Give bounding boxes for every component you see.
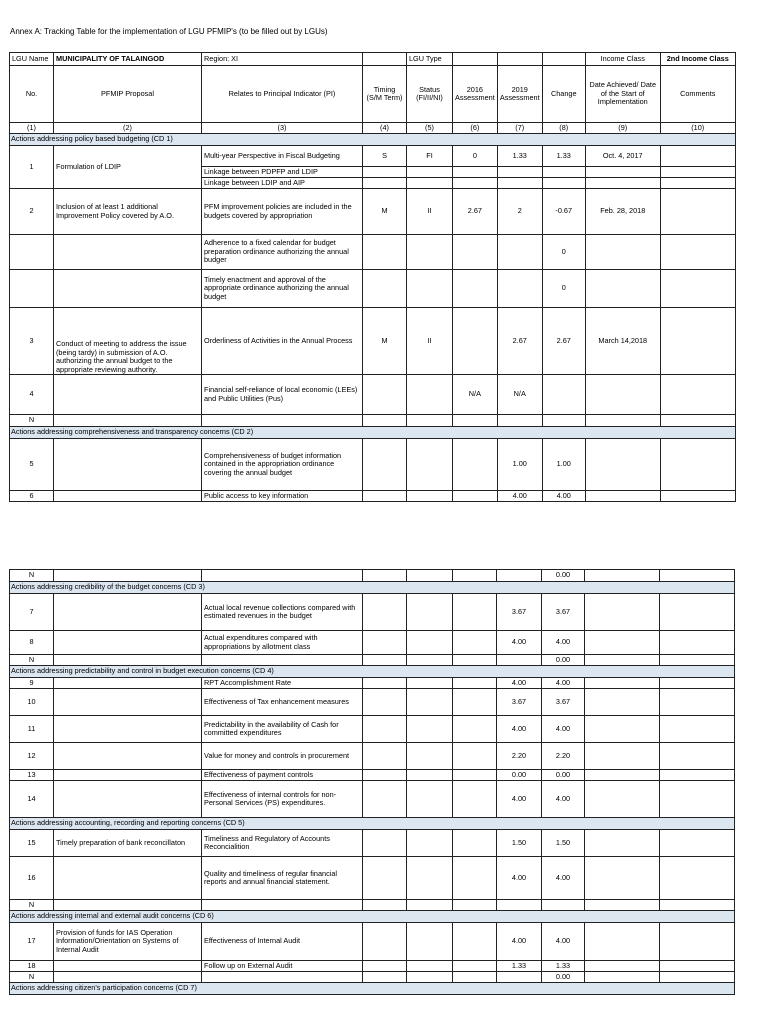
section-title: Actions addressing predictability and control in budget execution concerns (CD 4) [10,666,735,678]
table-row [10,678,735,689]
change-cell: 4.00 [542,631,585,655]
assessment-2016-cell: 0 [453,146,498,167]
change-cell: 0.00 [542,770,585,781]
proposal-cell: Inclusion of at least 1 additional Improvement Policy covered by A.O. [54,189,202,235]
assessment-2019-cell: 3.67 [497,689,542,716]
table-row [10,491,736,502]
column-number-row [10,123,736,134]
col-number: (7) [497,123,542,134]
change-cell: 1.00 [542,439,585,491]
row-no: 13 [10,770,54,781]
col-number: (5) [407,123,453,134]
pi-cell: Linkage between LDIP and AIP [202,178,363,189]
comments-cell [660,146,735,167]
assessment-2019-cell: 1.50 [497,830,542,857]
table-row [10,743,735,770]
pi-cell: Public access to key information [202,491,363,502]
section-row [10,818,735,830]
lgu-name-value: MUNICIPALITY OF TALAINGOD [54,53,202,66]
assessment-2019-cell: 4.00 [497,781,542,818]
col-number: (4) [363,123,407,134]
row-no: 15 [10,830,54,857]
pi-cell: Effectiveness of payment controls [202,770,363,781]
table-row [10,655,735,666]
pi-cell: Effectiveness of Tax enhancement measures [202,689,363,716]
section-title: Actions addressing accounting, recording and reporting concerns (CD 5) [10,818,735,830]
section-title: Actions addressing citizen's participation concerns (CD 7) [10,983,735,995]
section-row [10,983,735,995]
assessment-2019-cell: 3.67 [497,594,542,631]
status-cell: FI [407,146,453,167]
row-no: 2 [10,189,54,235]
pi-cell: Adherence to a fixed calendar for budget preparation ordinance authorizing the annual budger [202,235,363,270]
change-cell: 4.00 [542,857,585,900]
table-row [10,900,735,911]
row-no: 10 [10,689,54,716]
table-row [10,375,736,415]
pi-cell: Actual expenditures compared with appropriations by allotment class [202,631,363,655]
row-no: 16 [10,857,54,900]
assessment-2019-cell: 4.00 [497,923,542,961]
header-2019-assessment: 2019 Assessment [497,66,542,123]
pi-cell: Multi-year Perspective in Fiscal Budgeting [202,146,363,167]
page-title: Annex A: Tracking Table for the implementation of LGU PFMIP's (to be filled out by LGUs) [10,27,328,36]
row-no: N [10,972,54,983]
pi-cell: Follow up on External Audit [202,961,363,972]
row-no: 8 [10,631,54,655]
pi-cell: Effectiveness of Internal Audit [202,923,363,961]
table-row [10,189,736,235]
table-row [10,716,735,743]
comments-cell [660,189,735,235]
assessment-2016-cell: 2.67 [453,189,498,235]
assessment-2019-cell: 2.20 [497,743,542,770]
row-no: 6 [10,491,54,502]
assessment-2016-cell: N/A [453,375,498,415]
row-no: N [10,655,54,666]
section-row [10,134,736,146]
assessment-2019-cell: 2 [497,189,542,235]
assessment-2019-cell: 4.00 [497,631,542,655]
section-title: Actions addressing credibility of the budget concerns (CD 3) [10,582,735,594]
section-row [10,427,736,439]
date-cell: Oct. 4, 2017 [585,146,660,167]
table-row [10,570,735,582]
region-label: Region: XI [202,53,363,66]
header-change: Change [542,66,585,123]
table-row [10,594,735,631]
header-pi: Relates to Principal Indicator (PI) [202,66,363,123]
second-income-class-label: 2nd Income Class [660,53,735,66]
pi-cell: Linkage between PDPFP and LDIP [202,167,363,178]
table-row [10,830,735,857]
header-comments: Comments [660,66,735,123]
change-cell: 0 [542,270,585,308]
lgu-info-row [10,53,736,66]
date-cell: March 14,2018 [585,308,660,375]
status-cell: II [407,308,453,375]
table-row [10,961,735,972]
col-number: (1) [10,123,54,134]
section-row [10,911,735,923]
lgu-name-label: LGU Name [10,53,54,66]
assessment-2019-cell: 4.00 [497,678,542,689]
header-no: No. [10,66,54,123]
col-number: (8) [542,123,585,134]
pi-cell: Value for money and controls in procurement [202,743,363,770]
comments-cell [660,308,735,375]
header-timing: Timing (S/M Term) [363,66,407,123]
proposal-cell: Provision of funds for IAS Operation Information/Orientation on Systems of Internal Audit [54,923,202,961]
assessment-2019-cell: 4.00 [497,857,542,900]
pi-cell: Financial self-reliance of local economic (LEEs) and Public Utilities (Pus) [202,375,363,415]
table-row [10,923,735,961]
header-row [10,66,736,123]
change-cell: -0.67 [542,189,585,235]
col-number: (9) [585,123,660,134]
change-cell: 0.00 [542,570,585,582]
pi-cell: Quality and timeliness of regular financial reports and annual financial statement. [202,857,363,900]
header-status: Status (FI/II/NI) [407,66,453,123]
table-row [10,308,736,375]
change-cell: 4.00 [542,781,585,818]
section-title: Actions addressing comprehensiveness and transparency concerns (CD 2) [10,427,736,439]
assessment-2019-cell: 1.33 [497,146,542,167]
pi-cell: RPT Accomplishment Rate [202,678,363,689]
row-no: N [10,570,54,582]
pi-cell: PFM improvement policies are included in the budgets covered by appropriation [202,189,363,235]
tracking-table-part-2 [9,569,735,995]
timing-cell: M [363,189,407,235]
change-cell: 1.33 [542,961,585,972]
section-title: Actions addressing internal and external audit concerns (CD 6) [10,911,735,923]
change-cell: 4.00 [542,491,585,502]
section-row [10,666,735,678]
date-cell: Feb. 28, 2018 [585,189,660,235]
row-no: 3 [10,308,54,375]
row-no: 5 [10,439,54,491]
row-no: 17 [10,923,54,961]
row-no: 18 [10,961,54,972]
table-row [10,770,735,781]
pi-cell: Orderliness of Activities in the Annual Process [202,308,363,375]
table-row [10,235,736,270]
pi-cell: Timely enactment and approval of the appropriate ordinance authorizing the annual budget [202,270,363,308]
timing-cell: M [363,308,407,375]
change-cell: 0.00 [542,655,585,666]
assessment-2019-cell: N/A [497,375,542,415]
header-2016-assessment: 2016 Assessment [453,66,498,123]
pi-cell: Actual local revenue collections compared with estimated revenues in the budget [202,594,363,631]
change-cell: 1.50 [542,830,585,857]
col-number: (2) [54,123,202,134]
change-cell: 2.67 [542,308,585,375]
row-no: 1 [10,146,54,189]
row-no: 12 [10,743,54,770]
status-cell: II [407,189,453,235]
change-cell: 2.20 [542,743,585,770]
tracking-table-part-1 [9,52,736,502]
row-no: 4 [10,375,54,415]
change-cell: 4.00 [542,923,585,961]
table-row [10,439,736,491]
proposal-cell: Conduct of meeting to address the issue (being tardy) in submission of A.O. authorizing the annual budget to the appropriate reviewing authority. [54,308,202,375]
assessment-2019-cell: 4.00 [497,716,542,743]
change-cell: 4.00 [542,678,585,689]
change-cell: 3.67 [542,594,585,631]
table-row [10,689,735,716]
assessment-2019-cell: 2.67 [497,308,542,375]
table-row [10,781,735,818]
change-cell: 3.67 [542,689,585,716]
row-no: N [10,900,54,911]
assessment-2019-cell: 1.33 [497,961,542,972]
table-row [10,631,735,655]
timing-cell: S [363,146,407,167]
table-row [10,857,735,900]
proposal-cell: Formulation of LDIP [54,146,202,189]
col-number: (10) [660,123,735,134]
row-no: 11 [10,716,54,743]
col-number: (3) [202,123,363,134]
pi-cell: Comprehensiveness of budget information contained in the appropriation ordinance covering the annual budget [202,439,363,491]
proposal-cell: Timely preparation of bank reconcillaton [54,830,202,857]
income-class-label: Income Class [585,53,660,66]
change-cell: 0 [542,235,585,270]
row-no: 7 [10,594,54,631]
table-row [10,972,735,983]
table-row [10,146,736,167]
section-row [10,582,735,594]
col-number: (6) [453,123,498,134]
header-proposal: PFMIP Proposal [54,66,202,123]
row-no: 14 [10,781,54,818]
assessment-2019-cell: 4.00 [497,491,542,502]
row-no: 9 [10,678,54,689]
pi-cell: Predictability in the availability of Cash for committed expenditures [202,716,363,743]
assessment-2019-cell: 0.00 [497,770,542,781]
change-cell: 1.33 [542,146,585,167]
table-row [10,415,736,427]
table-row [10,270,736,308]
pi-cell: Timeliness and Regulatory of Accounts Reconcialition [202,830,363,857]
lgu-type-label: LGU Type [407,53,453,66]
pi-cell: Effectiveness of internal controls for non- Personal Services (PS) expenditures. [202,781,363,818]
section-title: Actions addressing policy based budgeting (CD 1) [10,134,736,146]
change-cell: 4.00 [542,716,585,743]
change-cell: 0.00 [542,972,585,983]
header-date: Date Achieved/ Date of the Start of Implementation [585,66,660,123]
assessment-2019-cell: 1.00 [497,439,542,491]
row-no: N [10,415,54,427]
